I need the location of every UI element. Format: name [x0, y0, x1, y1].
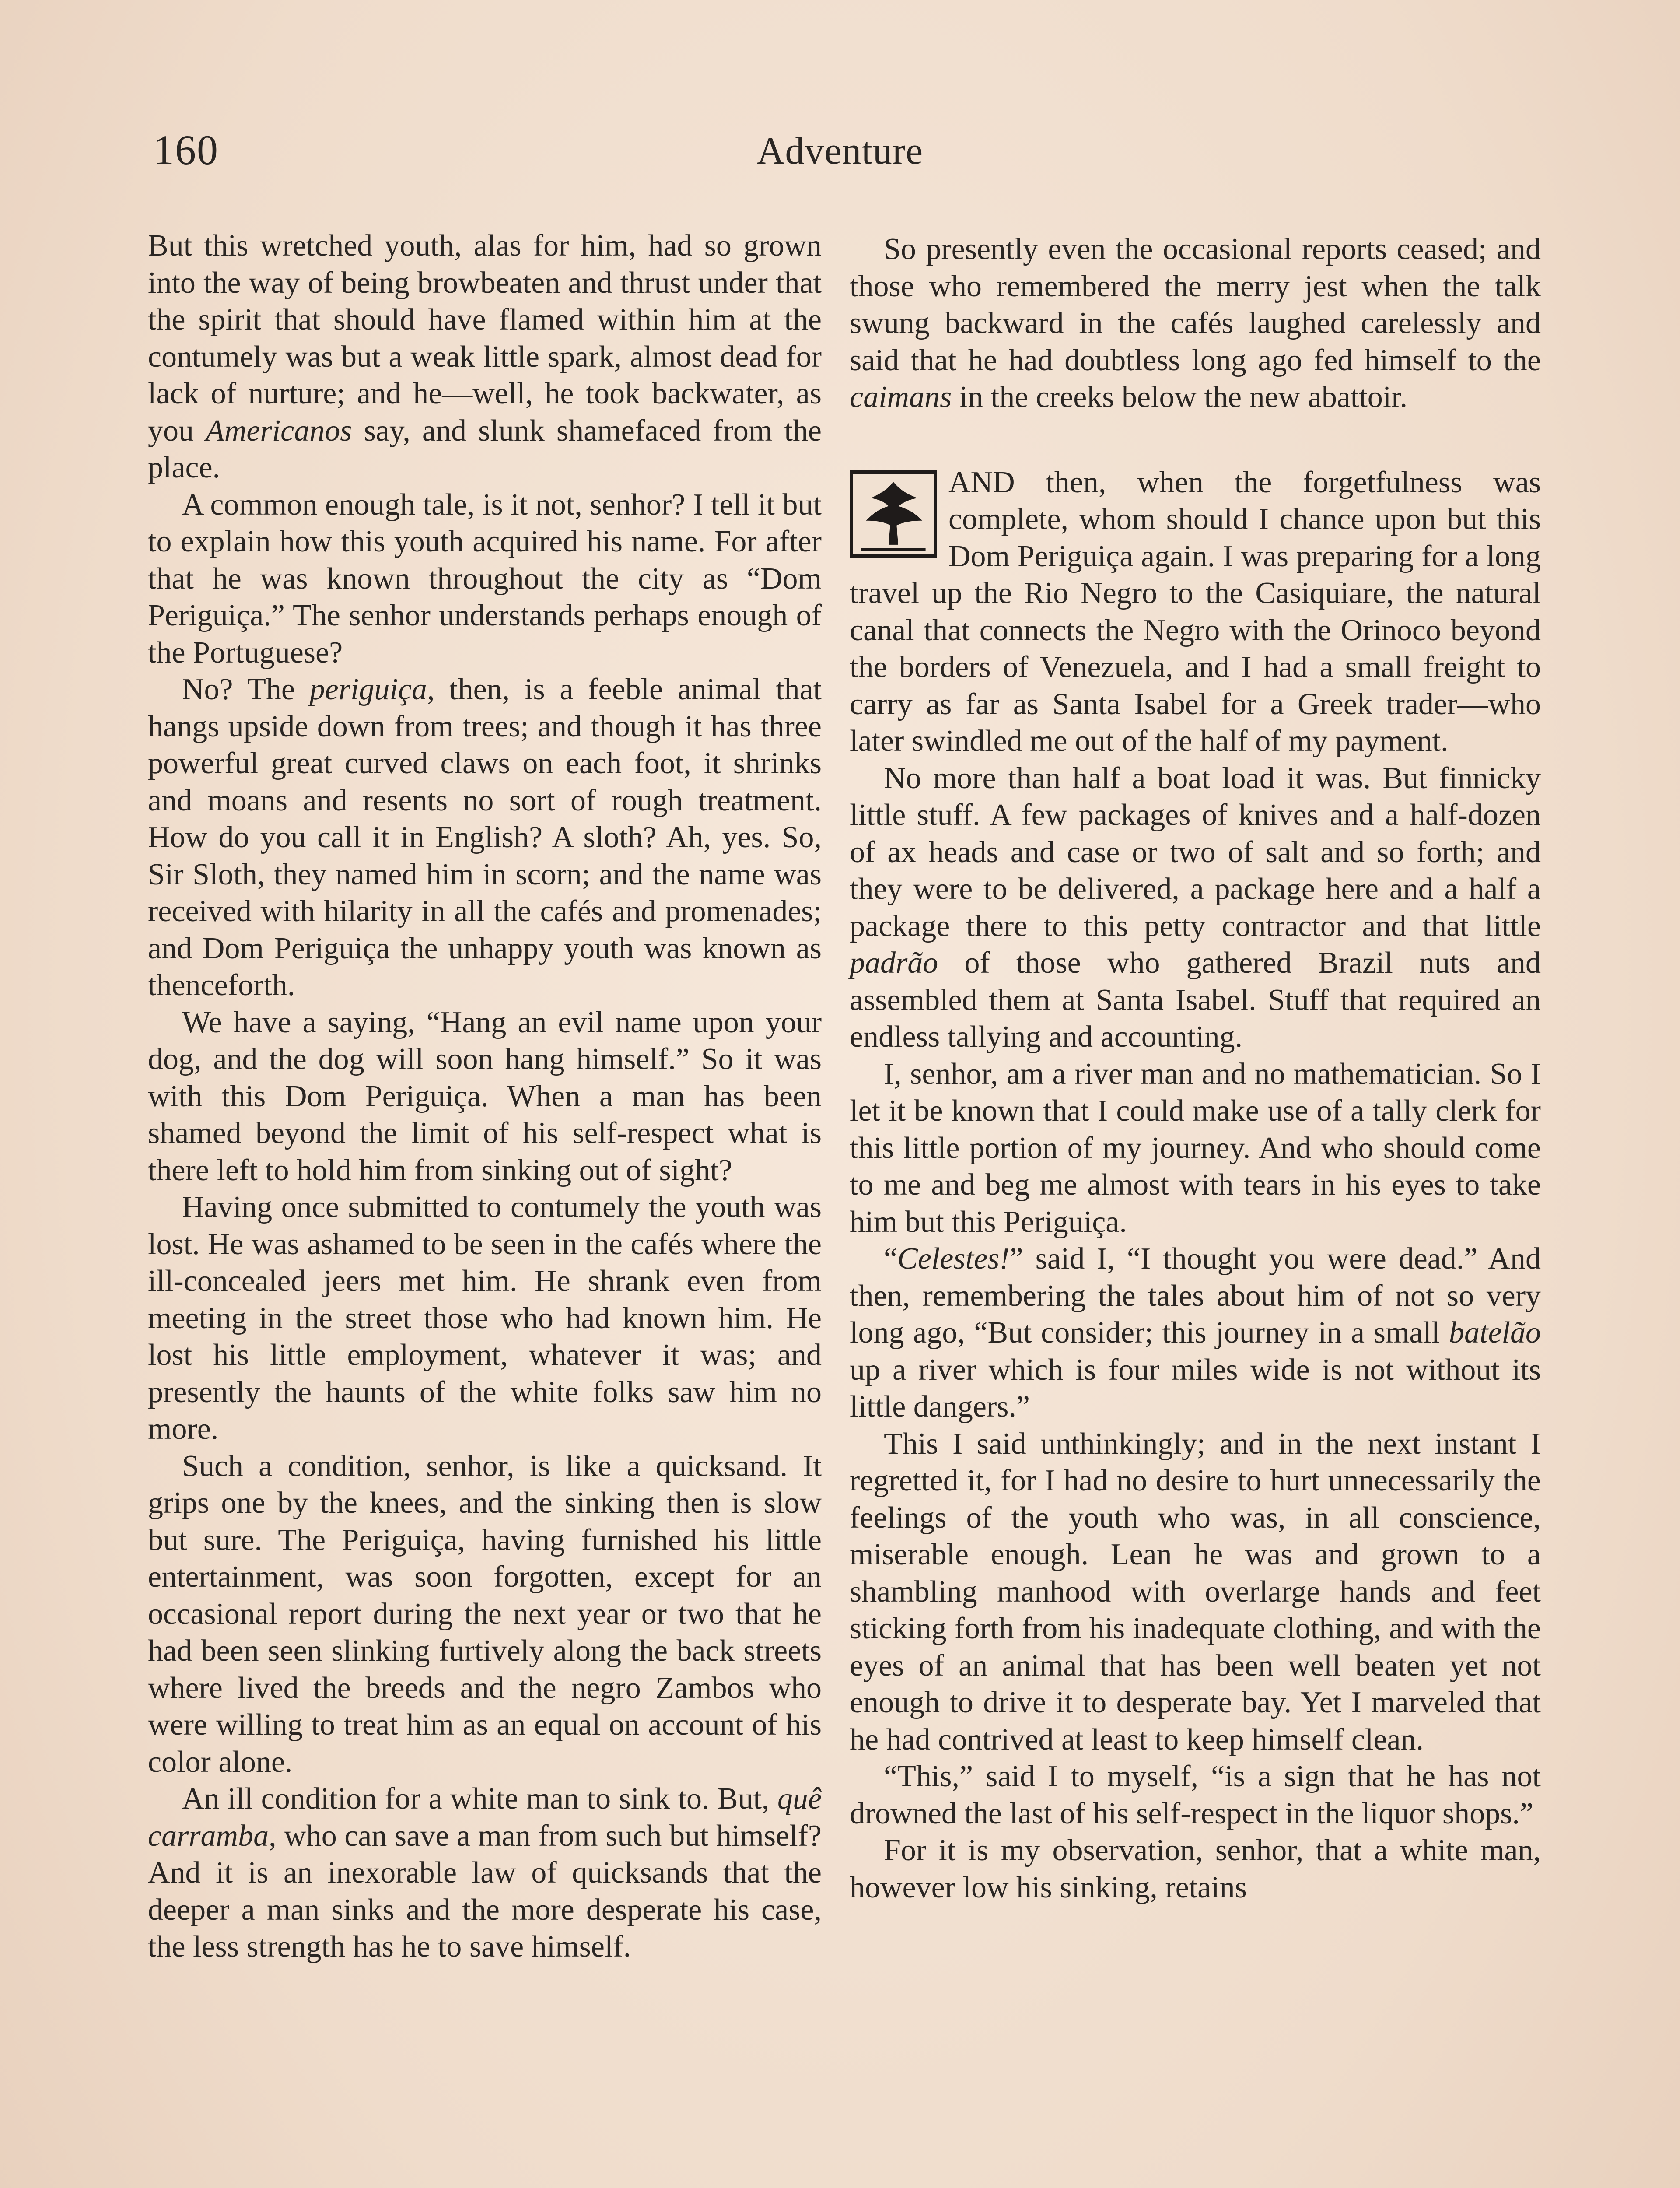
- ornament-icon: [850, 470, 937, 558]
- section-lead-paragraph: [850, 464, 1541, 760]
- paragraph: This I said unthinkingly; and in the next instant I regretted it, for I had no desire to hurt unnecessarily the feelings of the youth who was, in all conscience, miserable enough. Lean he was and grown to a shambling manhood with overlarge hands and feet sticking forth from his inadequate clothing, and with the eyes of an animal that has been well beaten yet not enough to drive it to desperate bay. Yet I marveled that he had contrived at least to keep himself clean.: [850, 1427, 1541, 1757]
- paragraph: A common enough tale, is it not, senhor? I tell it but to explain how this youth acquired his name. For after that he was known throughout the city as “Dom Periguiça.” The senhor understands perhaps enough of the Portuguese?: [148, 487, 822, 670]
- section-lead-text: AND then, when the forgetfulness was complete, whom should I chance upon but this Dom Periguiça again. I was preparing for a long travel up the Rio Negro to the Casiquiare, the natural canal that connects the Negro with the Orinoco beyond the borders of Venezuela, and I had a small freight to carry as far as Santa Isabel for a Greek trader—who later swindled me out of the half of my payment.: [850, 465, 1541, 758]
- paragraph: Such a condition, senhor, is like a quicksand. It grips one by the knees, and the sinking then is slow but sure. The Periguiça, having furnished his little entertainment, was soon forgotten, except for an occasional report during the next year or two that he had been seen slinking furtively along the back streets where lived the breeds and the negro Zambos who were willing to treat him as an equal on account of his color alone.: [148, 1449, 822, 1779]
- paragraph: So presently even the occasional reports ceased; and those who remembered the merry jest when the talk swung backward in the cafés laughed carelessly and said that he had doubtless long ago fed himself to the caimans in the creeks below the new abattoir.: [850, 232, 1541, 414]
- paragraph: No more than half a boat load it was. But finnicky little stuff. A few packages of knives and a half-dozen of ax heads and case or two of salt and so forth; and they were to be delivered, a package here and a half a package there to this petty contractor and that little padrão of those who gathered Brazil nuts and assembled them at Santa Isabel. Stuff that required an endless tallying and accounting.: [850, 761, 1541, 1054]
- paragraph: “This,” said I to myself, “is a sign that he has not drowned the last of his self-respect in the liquor shops.”: [850, 1760, 1541, 1830]
- paragraph: An ill condition for a white man to sink to. But, quê carramba, who can save a man from such but himself? And it is an inexorable law of quicksands that the deeper a man sinks and the more desperate his case, the less strength has he to save himself.: [148, 1782, 822, 1964]
- running-head: Adventure: [756, 130, 924, 172]
- left-column: [148, 228, 822, 1966]
- right-column: [850, 231, 1541, 1906]
- paragraph: Having once submitted to contumely the youth was lost. He was ashamed to be seen in the cafés where the ill-concealed jeers met him. He shrank even from meeting in the street those who had known him. He lost his little employment, whatever it was; and presently the haunts of the white folks saw him no more.: [148, 1190, 822, 1446]
- page-number: 160: [153, 126, 219, 173]
- paragraph: For it is my observation, senhor, that a white man, however low his sinking, retains: [850, 1834, 1541, 1904]
- paragraph: I, senhor, am a river man and no mathematician. So I let it be known that I could make use of a tally clerk for this little portion of my journey. And who should come to me and beg me almost with tears in his eyes to take him but this Periguiça.: [850, 1057, 1541, 1239]
- paragraph: No? The periguiça, then, is a feeble animal that hangs upside down from trees; and though it has three powerful great curved claws on each foot, it shrinks and moans and resents no sort of rough treatment. How do you call it in English? A sloth? Ah, yes. So, Sir Sloth, they named him in scorn; and the name was received with hilarity in all the cafés and promenades; and Dom Periguiça the unhappy youth was known as thenceforth.: [148, 673, 822, 1002]
- paragraph: “Celestes!” said I, “I thought you were dead.” And then, remembering the tales about him of not so very long ago, “But consider; this journey in a small batelão up a river which is four miles wide is not without its little dangers.”: [850, 1242, 1541, 1424]
- paragraph: We have a saying, “Hang an evil name upon your dog, and the dog will soon hang himself.” So it was with this Dom Periguiça. When a man has been shamed beyond the limit of his self-respect what is there left to hold him from sinking out of sight?: [148, 1005, 822, 1187]
- paragraph: But this wretched youth, alas for him, had so grown into the way of being browbeaten and thrust under that the spirit that should have flamed within him at the contumely was but a weak little spark, almost dead for lack of nurture; and he—well, he took backwater, as you Americanos say, and slunk shamefaced from the place.: [148, 229, 822, 484]
